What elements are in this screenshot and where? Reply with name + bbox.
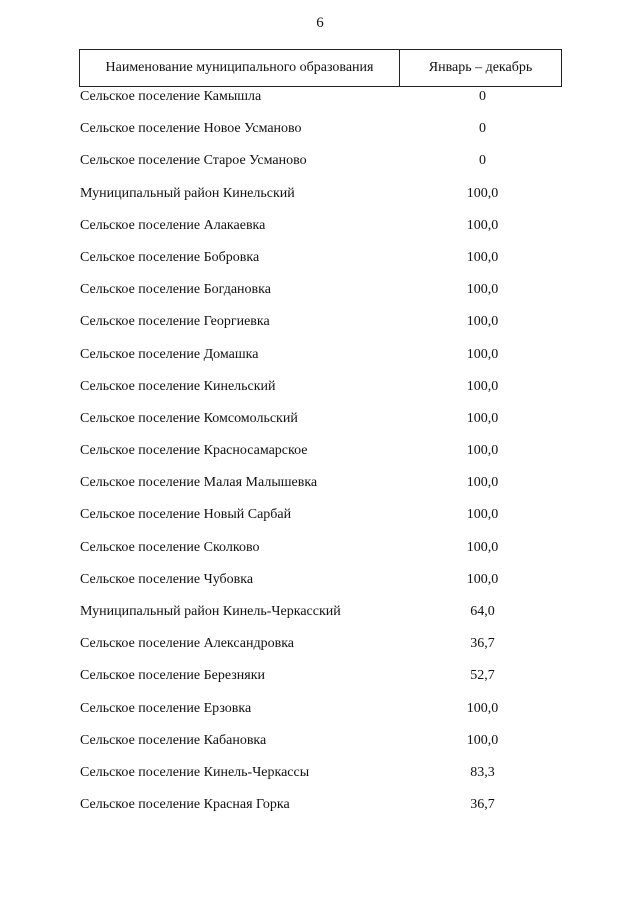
table-row bbox=[0, 280, 640, 312]
municipality-name: Сельское поселение Кабановка bbox=[80, 732, 267, 748]
municipality-name: Сельское поселение Камышла bbox=[80, 89, 262, 104]
period-value: 100,0 bbox=[466, 507, 499, 523]
period-value: 100,0 bbox=[466, 346, 499, 362]
municipality-name: Сельское поселение Георгиевка bbox=[80, 314, 270, 330]
period-value: 36,7 bbox=[470, 636, 495, 652]
page-number: 6 bbox=[316, 15, 324, 31]
municipality-name: Сельское поселение Кинельский bbox=[80, 378, 276, 394]
municipality-name: Сельское поселение Кинель-Черкассы bbox=[80, 764, 310, 780]
municipality-name: Сельское поселение Домашка bbox=[80, 346, 259, 362]
period-value: 100,0 bbox=[466, 249, 499, 265]
table-row bbox=[0, 345, 640, 377]
column-header-municipality: Наименование муниципального образования bbox=[80, 50, 400, 86]
table-row bbox=[0, 634, 640, 666]
municipality-name: Сельское поселение Березняки bbox=[80, 668, 266, 684]
period-value: 100,0 bbox=[466, 732, 499, 748]
table-row bbox=[0, 151, 640, 183]
period-value: 100,0 bbox=[466, 571, 499, 587]
period-value: 100,0 bbox=[466, 700, 499, 716]
period-value: 100,0 bbox=[466, 185, 499, 201]
period-value: 100,0 bbox=[466, 443, 499, 459]
period-value: 100,0 bbox=[466, 314, 499, 330]
municipality-name: Муниципальный район Кинельский bbox=[80, 185, 295, 201]
table-row bbox=[0, 87, 640, 119]
table-row bbox=[0, 184, 640, 216]
municipality-name: Сельское поселение Старое Усманово bbox=[80, 153, 307, 169]
table-row bbox=[0, 570, 640, 602]
table-row bbox=[0, 248, 640, 280]
table-row bbox=[0, 505, 640, 537]
table-row bbox=[0, 699, 640, 731]
period-value: 100,0 bbox=[466, 217, 499, 233]
table-row bbox=[0, 409, 640, 441]
table-row bbox=[0, 666, 640, 698]
table-row bbox=[0, 473, 640, 505]
municipality-name: Сельское поселение Сколково bbox=[80, 539, 260, 555]
municipality-name: Сельское поселение Красносамарское bbox=[80, 443, 308, 459]
period-value: 100,0 bbox=[466, 539, 499, 555]
period-value: 100,0 bbox=[466, 378, 499, 394]
period-value: 100,0 bbox=[466, 410, 499, 426]
municipality-name: Сельское поселение Комсомольский bbox=[80, 410, 298, 426]
period-value: 100,0 bbox=[466, 475, 499, 491]
period-value: 100,0 bbox=[466, 282, 499, 298]
table-row bbox=[0, 377, 640, 409]
table-row bbox=[0, 119, 640, 151]
table-row bbox=[0, 731, 640, 763]
table-row bbox=[0, 538, 640, 570]
municipality-name: Муниципальный район Кинель-Черкасский bbox=[80, 604, 341, 619]
period-value: 36,7 bbox=[470, 797, 495, 813]
municipality-name: Сельское поселение Бобровка bbox=[80, 249, 260, 265]
column-header-period: Январь – декабрь bbox=[428, 60, 533, 75]
municipality-name: Сельское поселение Алакаевка bbox=[80, 217, 266, 233]
table-row bbox=[0, 795, 640, 827]
municipality-name: Сельское поселение Красная Горка bbox=[80, 797, 290, 813]
period-value: 0 bbox=[479, 153, 486, 169]
table-header bbox=[79, 49, 562, 87]
municipality-name: Сельское поселение Богдановка bbox=[80, 282, 271, 298]
municipality-name: Сельское поселение Ерзовка bbox=[80, 700, 252, 716]
period-value: 64,0 bbox=[470, 604, 495, 619]
municipality-name: Сельское поселение Новый Сарбай bbox=[80, 507, 292, 523]
table-body bbox=[0, 87, 640, 827]
period-value: 52,7 bbox=[470, 668, 495, 684]
municipality-name: Сельское поселение Чубовка bbox=[80, 571, 254, 587]
table-row bbox=[0, 312, 640, 344]
period-value: 0 bbox=[479, 121, 486, 137]
municipality-name: Сельское поселение Александровка bbox=[80, 636, 295, 652]
table-row bbox=[0, 763, 640, 795]
table-row bbox=[0, 216, 640, 248]
table-row bbox=[0, 602, 640, 634]
table-row bbox=[0, 441, 640, 473]
municipality-name: Сельское поселение Новое Усманово bbox=[80, 121, 302, 137]
period-value: 0 bbox=[479, 89, 486, 104]
municipality-name: Сельское поселение Малая Малышевка bbox=[80, 475, 318, 491]
period-value: 83,3 bbox=[470, 764, 495, 780]
